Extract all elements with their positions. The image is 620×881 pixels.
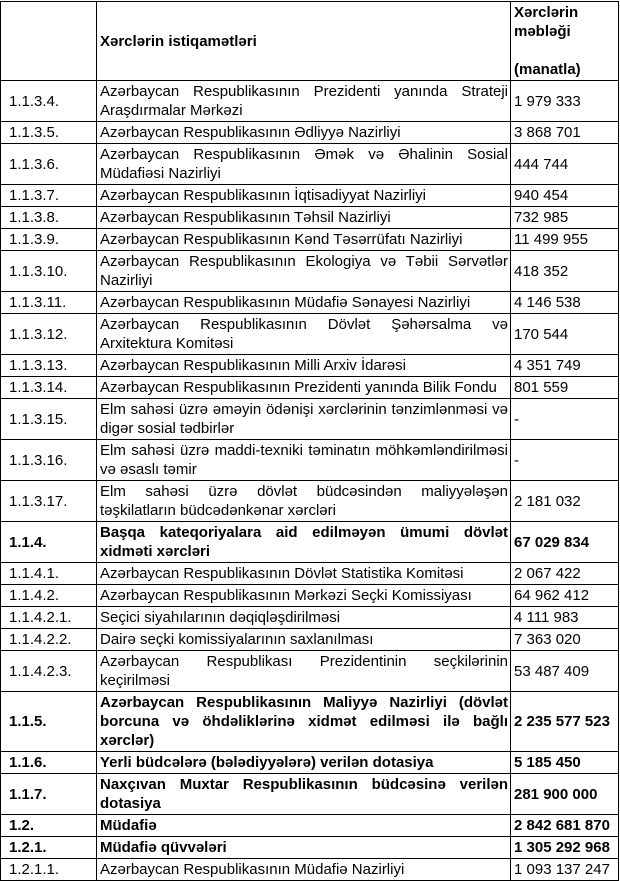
table-header [1,2,619,81]
row-direction-cell: Azərbaycan Respublikasının Prezidenti yanında Strateji Araşdırmalar Mərkəzi [97,81,511,122]
row-index-cell: 1.1.4.2.2. [1,629,97,651]
header-direction-cell: Xərclərin istiqamətləri [97,2,511,81]
table-row [1,399,619,440]
table-row [1,752,619,774]
table-row [1,207,619,229]
row-index-cell: 1.1.3.16. [1,440,97,481]
row-direction-cell: Azərbaycan Respublikasının Müdafiə Sənayesi Nazirliyi [97,292,511,314]
table-row [1,185,619,207]
row-direction-cell: Seçici siyahılarının dəqiqləşdirilməsi [97,607,511,629]
row-index-cell: 1.1.4.2.3. [1,651,97,692]
row-amount-cell: - [511,399,619,440]
row-index-cell: 1.1.3.5. [1,122,97,144]
row-direction-cell: Azərbaycan Respublikasının Əmək və Əhalinin Sosial Müdafiəsi Nazirliyi [97,144,511,185]
row-index-cell: 1.1.3.17. [1,481,97,522]
row-direction-cell: Azərbaycan Respublikasının Prezidenti yanında Bilik Fondu [97,377,511,399]
table-row [1,440,619,481]
table-row [1,377,619,399]
header-index-cell [1,2,97,81]
row-amount-cell: 170 544 [511,314,619,355]
row-index-cell: 1.1.3.10. [1,251,97,292]
row-amount-cell: 64 962 412 [511,585,619,607]
row-direction-cell: Azərbaycan Respublikasının Təhsil Nazirliyi [97,207,511,229]
row-index-cell: 1.1.3.11. [1,292,97,314]
row-index-cell: 1.2. [1,815,97,837]
table-row [1,815,619,837]
row-amount-cell: 3 868 701 [511,122,619,144]
row-amount-cell: 4 351 749 [511,355,619,377]
document-page [0,1,620,878]
row-amount-cell: 7 363 020 [511,629,619,651]
header-row [1,2,619,81]
row-direction-cell: Azərbaycan Respublikasının Kənd Təsərrüfatı Nazirliyi [97,229,511,251]
budget-expenditures-table [0,1,619,881]
row-index-cell: 1.1.4.2. [1,585,97,607]
row-amount-cell: 4 111 983 [511,607,619,629]
row-direction-cell: Azərbaycan Respublikasının Maliyyə Nazirliyi (dövlət borcuna və öhdəliklərinə xidmət edilməsi ilə bağlı xərclər) [97,692,511,752]
row-amount-cell: 801 559 [511,377,619,399]
row-index-cell: 1.1.4. [1,522,97,563]
table-row [1,629,619,651]
row-direction-cell: Azərbaycan Respublikasının Milli Arxiv İdarəsi [97,355,511,377]
table-row [1,585,619,607]
table-row [1,122,619,144]
row-direction-cell: Müdafiə qüvvələri [97,837,511,859]
table-row [1,692,619,752]
table-row [1,229,619,251]
row-index-cell: 1.1.5. [1,692,97,752]
table-row [1,859,619,881]
row-amount-cell: 1 979 333 [511,81,619,122]
row-amount-cell: 940 454 [511,185,619,207]
row-amount-cell: 2 842 681 870 [511,815,619,837]
table-row [1,837,619,859]
row-amount-cell: 732 985 [511,207,619,229]
row-direction-cell: Azərbaycan Respublikasının Ekologiya və Təbii Sərvətlər Nazirliyi [97,251,511,292]
row-index-cell: 1.1.3.13. [1,355,97,377]
row-direction-cell: Azərbaycan Respublikasının Mərkəzi Seçki Komissiyası [97,585,511,607]
row-index-cell: 1.2.1. [1,837,97,859]
table-row [1,563,619,585]
row-direction-cell: Elm sahəsi üzrə əməyin ödənişi xərclərinin tənzimlənməsi və digər sosial tədbirlər [97,399,511,440]
table-row [1,314,619,355]
row-index-cell: 1.1.4.1. [1,563,97,585]
table-row [1,607,619,629]
table-row [1,144,619,185]
table-row [1,251,619,292]
row-direction-cell: Azərbaycan Respublikasının Müdafiə Nazirliyi [97,859,511,881]
row-index-cell: 1.1.3.7. [1,185,97,207]
row-direction-cell: Elm sahəsi üzrə dövlət büdcəsindən maliyyələşən təşkilatların büdcədənkənar xərcləri [97,481,511,522]
table-row [1,292,619,314]
row-amount-cell: 2 235 577 523 [511,692,619,752]
row-index-cell: 1.1.3.15. [1,399,97,440]
header-amount-cell [511,2,619,81]
row-amount-cell: 2 181 032 [511,481,619,522]
row-index-cell: 1.1.3.4. [1,81,97,122]
header-amount-spacer [514,41,616,60]
row-direction-cell: Müdafiə [97,815,511,837]
table-row [1,81,619,122]
row-index-cell: 1.2.1.1. [1,859,97,881]
row-direction-cell: Azərbaycan Respublikasının Dövlət Şəhərsalma və Arxitektura Komitəsi [97,314,511,355]
row-amount-cell: 418 352 [511,251,619,292]
header-amount-line2: (manatla) [514,61,581,78]
row-amount-cell: 1 093 137 247 [511,859,619,881]
table-row [1,522,619,563]
table-row [1,774,619,815]
row-amount-cell: - [511,440,619,481]
row-direction-cell: Azərbaycan Respublikasının Dövlət Statistika Komitəsi [97,563,511,585]
table-row [1,355,619,377]
row-direction-cell: Azərbaycan Respublikasının İqtisadiyyat Nazirliyi [97,185,511,207]
row-direction-cell: Dairə seçki komissiyalarının saxlanılması [97,629,511,651]
row-amount-cell: 2 067 422 [511,563,619,585]
row-index-cell: 1.1.4.2.1. [1,607,97,629]
row-direction-cell: Azərbaycan Respublikası Prezidentinin seçkilərinin keçirilməsi [97,651,511,692]
row-index-cell: 1.1.3.14. [1,377,97,399]
row-amount-cell: 4 146 538 [511,292,619,314]
row-amount-cell: 53 487 409 [511,651,619,692]
row-direction-cell: Elm sahəsi üzrə maddi-texniki təminatın möhkəmləndirilməsi və əsaslı təmir [97,440,511,481]
row-amount-cell: 5 185 450 [511,752,619,774]
header-amount-line1: Xərclərin məbləği [514,4,579,40]
row-index-cell: 1.1.7. [1,774,97,815]
table-row [1,481,619,522]
row-amount-cell: 67 029 834 [511,522,619,563]
row-direction-cell: Naxçıvan Muxtar Respublikasının büdcəsinə verilən dotasiya [97,774,511,815]
row-amount-cell: 281 900 000 [511,774,619,815]
table-body [1,81,619,881]
row-amount-cell: 444 744 [511,144,619,185]
row-direction-cell: Başqa kateqoriyalara aid edilməyən ümumi dövlət xidməti xərcləri [97,522,511,563]
row-index-cell: 1.1.3.8. [1,207,97,229]
row-index-cell: 1.1.3.12. [1,314,97,355]
row-index-cell: 1.1.6. [1,752,97,774]
row-direction-cell: Azərbaycan Respublikasının Ədliyyə Nazirliyi [97,122,511,144]
row-index-cell: 1.1.3.9. [1,229,97,251]
row-amount-cell: 1 305 292 968 [511,837,619,859]
table-row [1,651,619,692]
row-direction-cell: Yerli büdcələrə (bələdiyyələrə) verilən dotasiya [97,752,511,774]
row-index-cell: 1.1.3.6. [1,144,97,185]
row-amount-cell: 11 499 955 [511,229,619,251]
